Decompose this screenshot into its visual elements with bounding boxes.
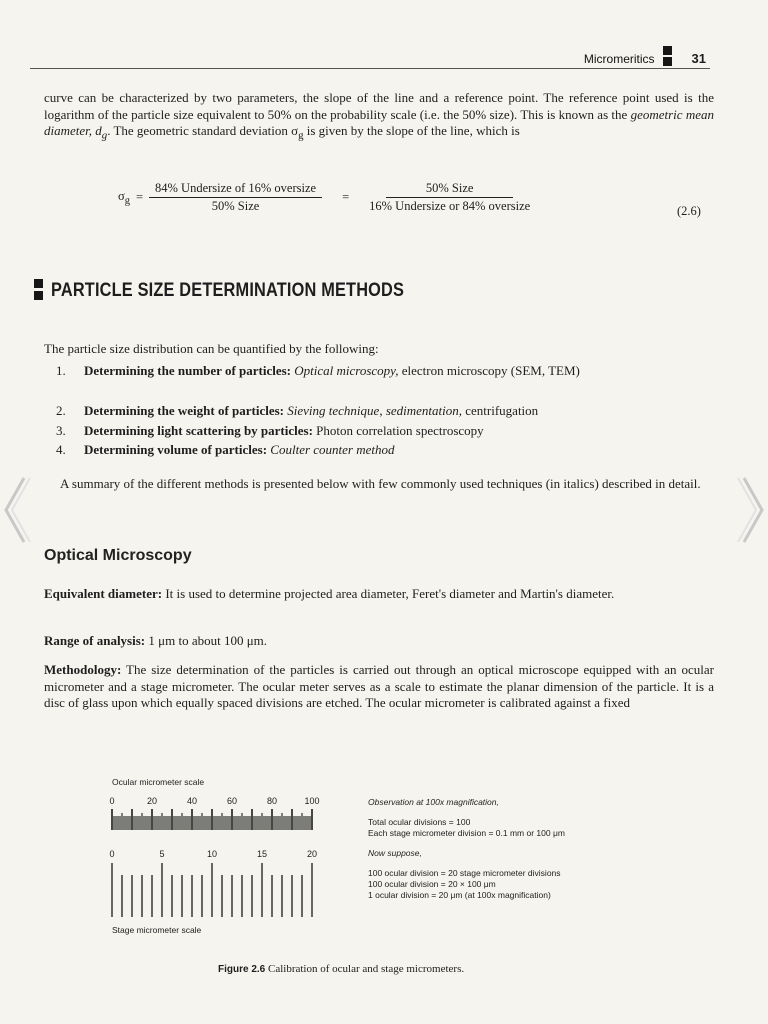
gmd-subscript: g [101,129,108,142]
gmd-term: geometric mean diameter, d [44,106,714,138]
list-item: 4. Determining volume of particles: Coulter counter method [56,442,395,457]
observation-line: Each stage micrometer division = 0.1 mm or 100 μm [368,828,565,838]
sigma-subscript: g [298,129,304,142]
prev-page-arrow-icon[interactable] [0,470,36,550]
eq-denominator-2: 16% Undersize or 84% oversize [369,199,531,213]
running-head [584,46,706,66]
equation-2-6 [118,181,530,214]
list-item: 2. Determining the weight of particles: Sieving technique, sedimentation, centrifugation [56,403,539,418]
ocular-tick-label: 80 [266,796,278,806]
observation-line: Total ocular divisions = 100 [368,817,471,827]
range-text: 1 μm to about 100 μm. [145,633,268,648]
summary-paragraph: A summary of the different methods is presented below with few commonly used techniques (in italics) described in detail. [60,476,701,491]
ocular-tick-label: 100 [304,796,320,806]
header-rule [30,68,710,69]
header-square [663,57,672,66]
ocular-tick-label: 60 [226,796,238,806]
section-square [34,279,43,288]
calibration-notes [368,797,708,901]
micrometer-scales-diagram [100,793,340,943]
equation-number: (2.6) [677,204,701,218]
optical-microscopy-title: Optical Microscopy [44,547,192,564]
range-paragraph [44,633,714,650]
eq-lhs: $\sigma_g$ [118,188,130,207]
intro-text-2: . The geometric standard deviation σ [107,123,299,138]
section-title: PARTICLE SIZE DETERMINATION METHODS [51,280,405,301]
figure-caption [218,963,464,975]
list-item: 1. Determining the number of particles: Optical microscopy, electron microscopy (SEM, TEM) [56,363,580,378]
ocular-scale-label: Ocular micrometer scale [112,777,205,787]
header-marks [663,46,672,66]
section-heading [34,279,462,300]
methodology-label: Methodology: [44,662,122,677]
section-marks [34,279,43,300]
intro-text-3: is given by the slope of the line, which is [303,123,520,138]
section-lead: The particle size distribution can be quantified by the following: [44,341,379,356]
stage-tick-label: 5 [159,849,165,859]
eq-numerator-1: 84% Undersize of 16% oversize [149,181,322,198]
section-square [34,291,43,300]
intro-paragraph [44,90,714,144]
ocular-tick-label: 20 [146,796,158,806]
list-item: 3. Determining light scattering by particles: Photon correlation spectroscopy [56,423,484,438]
ocular-tick-label: 0 [109,796,115,806]
figure-label: Figure 2.6 [218,964,266,975]
chapter-title: Micromeritics [583,52,655,66]
eq-sign-2: = [342,190,350,204]
header-square [663,46,672,55]
caption-text: Calibration of ocular and stage micrometers. [265,963,465,975]
stage-tick-label: 10 [206,849,218,859]
observation-title: Observation at 100x magnification, [368,797,499,807]
stage-scale-label: Stage micrometer scale [112,925,202,935]
eq-fraction-2 [369,181,530,214]
equivalent-diameter-text: It is used to determine projected area diameter, Feret's diameter and Martin's diameter. [162,586,615,601]
eq-fraction-1 [149,181,322,214]
eq-sign: = [135,190,144,204]
equivalent-diameter-label: Equivalent diameter: [44,586,163,601]
methodology-text: The size determination of the particles is carried out through an optical microscope equipped with an ocular micrometer and a stage micrometer. The ocular meter serves as a scale to estimate the planar dimension of the particle. It is a disc of glass upon which equally spaced divisions are etched. The ocular micrometer is calibrated against a fixed [44,662,714,710]
intro-text: curve can be characterized by two parameters, the slope of the line and a reference point. The reference point used is the logarithm of the particle size equivalent to 50% on the probability scale (i.e. the 50% size). This is known as the [44,90,714,122]
eq-denominator-1: 50% Size [211,199,260,213]
calculation-line: 1 ocular division = 20 μm (at 100x magnification) [368,890,551,900]
next-page-arrow-icon[interactable] [732,470,768,550]
page-number: 31 [691,51,706,66]
methodology-paragraph [44,662,714,712]
ocular-tick-label: 40 [186,796,198,806]
now-suppose: Now suppose, [368,848,422,858]
stage-tick-label: 15 [256,849,268,859]
stage-tick-label: 20 [306,849,318,859]
eq-numerator-2: 50% Size [386,181,514,198]
range-label: Range of analysis: [44,633,146,648]
calculation-line: 100 ocular division = 20 stage micrometer divisions [368,868,561,878]
equivalent-diameter-paragraph [44,586,714,603]
stage-tick-label: 0 [109,849,115,859]
calculation-line: 100 ocular division = 20 × 100 μm [368,879,496,889]
